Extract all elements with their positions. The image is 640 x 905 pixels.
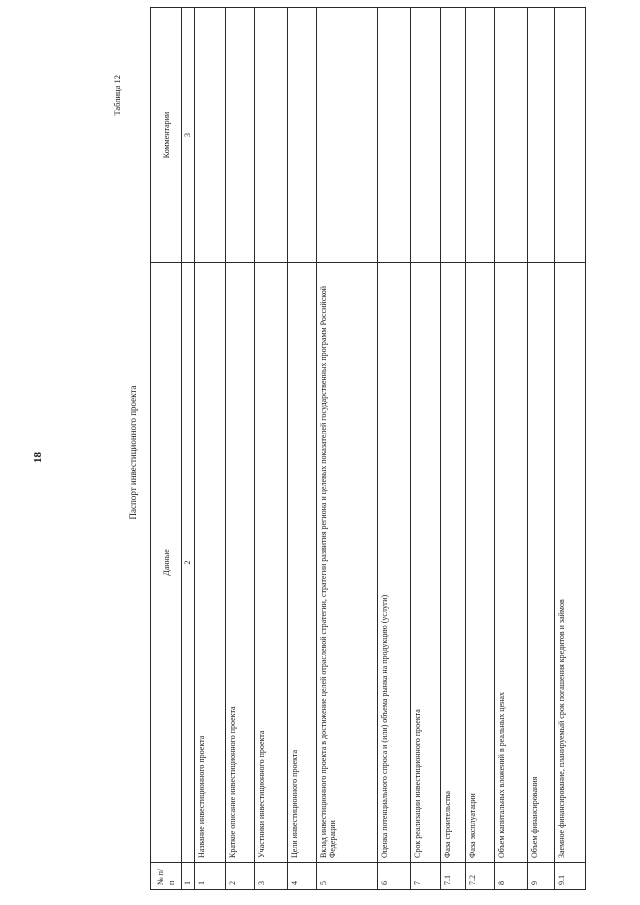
row-comment xyxy=(466,8,495,263)
row-data: Название инвестиционного проекта xyxy=(195,263,226,863)
row-number: 1 xyxy=(195,863,226,890)
row-number: 5 xyxy=(317,863,378,890)
row-number: 6 xyxy=(378,863,411,890)
table-row xyxy=(226,8,255,890)
row-data: Заемное финансирование, планируемый срок погашения кредитов и займов xyxy=(555,263,586,863)
row-data: Цели инвестиционного проекта xyxy=(288,263,317,863)
row-number: 7.2 xyxy=(466,863,495,890)
row-data: Участники инвестиционного проекта xyxy=(255,263,288,863)
row-number: 8 xyxy=(495,863,528,890)
row-comment xyxy=(195,8,226,263)
table-caption: Таблица 12 xyxy=(112,75,122,116)
row-data: Фаза эксплуатации xyxy=(466,263,495,863)
row-comment xyxy=(317,8,378,263)
row-data: Объем финансирования xyxy=(528,263,555,863)
row-data: Срок реализации инвестиционного проекта xyxy=(411,263,441,863)
row-number: 9.1 xyxy=(555,863,586,890)
row-comment xyxy=(528,8,555,263)
table-row xyxy=(288,8,317,890)
table-header-row xyxy=(151,8,182,890)
row-comment xyxy=(411,8,441,263)
table-row xyxy=(555,8,586,890)
table-row xyxy=(195,8,226,890)
row-comment xyxy=(288,8,317,263)
table-title: Паспорт инвестиционного проекта xyxy=(128,385,138,520)
row-comment xyxy=(255,8,288,263)
row-comment xyxy=(495,8,528,263)
row-data: Вклад инвестиционного проекта в достижение целей отраслевой стратегии, стратегии развития региона и целевых показателей государственных программ Российской Федерации xyxy=(317,263,378,863)
table-row xyxy=(466,8,495,890)
table-row xyxy=(317,8,378,890)
row-comment xyxy=(378,8,411,263)
table-row xyxy=(378,8,411,890)
row-comment xyxy=(441,8,466,263)
row-data: Фаза строительства xyxy=(441,263,466,863)
investment-passport-table xyxy=(150,7,586,890)
column-index-row xyxy=(182,8,195,890)
row-number: 2 xyxy=(226,863,255,890)
table-row xyxy=(411,8,441,890)
row-number: 3 xyxy=(255,863,288,890)
column-index: 3 xyxy=(182,8,195,263)
row-comment xyxy=(226,8,255,263)
header-num: № п/п xyxy=(151,863,182,890)
row-comment xyxy=(555,8,586,263)
table-row xyxy=(528,8,555,890)
table-row xyxy=(495,8,528,890)
row-number: 7.1 xyxy=(441,863,466,890)
column-index: 1 xyxy=(182,863,195,890)
header-data: Данные xyxy=(151,263,182,863)
header-comment: Комментарии xyxy=(151,8,182,263)
row-number: 7 xyxy=(411,863,441,890)
row-number: 9 xyxy=(528,863,555,890)
table-row xyxy=(441,8,466,890)
column-index: 2 xyxy=(182,263,195,863)
page-number: 18 xyxy=(32,452,44,463)
row-data: Краткое описание инвестиционного проекта xyxy=(226,263,255,863)
table-row xyxy=(255,8,288,890)
row-data: Оценка потенциального спроса и (или) объема рынка на продукцию (услуги) xyxy=(378,263,411,863)
row-data: Объем капитальных вложений в реальных ценах xyxy=(495,263,528,863)
row-number: 4 xyxy=(288,863,317,890)
